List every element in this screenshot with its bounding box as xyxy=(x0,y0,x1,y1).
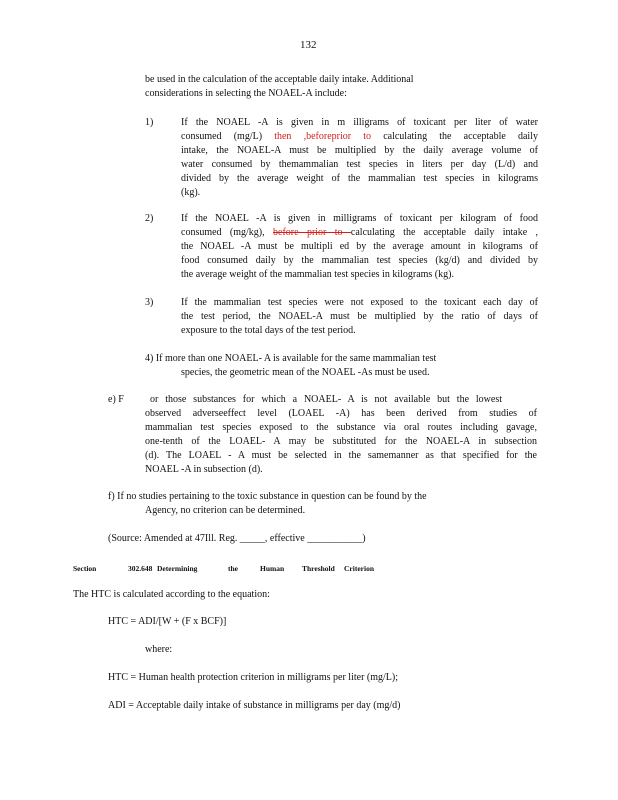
equation-intro: The HTC is calculated according to the equation: xyxy=(73,589,270,600)
item-2-line xyxy=(181,240,538,254)
text-run: divided by the average weight of the mammalian test species in kilograms xyxy=(181,173,538,184)
text-run: food consumed daily by the mammalian test species (kg/d) and divided by xyxy=(181,255,538,266)
text-run: the average weight of the mammalian test species in kilograms (kg). xyxy=(181,269,454,280)
intro-line-2: considerations in selecting the NOAEL-A include: xyxy=(145,88,347,99)
item-number: 1) xyxy=(145,117,154,128)
text-run: the NOAEL -A must be multipli ed by the average amount in kilograms of xyxy=(181,241,538,252)
edit-mark: before prior to xyxy=(273,227,351,238)
para-e-line: NOAEL -A in subsection (d). xyxy=(145,464,263,475)
item-4-line-1: 4) If more than one NOAEL- A is available for the same mammalian test xyxy=(145,353,437,364)
section-word-3: Human xyxy=(260,564,285,573)
item-1-line xyxy=(181,172,538,186)
section-word-2: the xyxy=(228,564,238,573)
text-run: consumed (mg/L) xyxy=(181,131,275,142)
text-run: If the NOAEL -A is given in milligrams of toxicant per kilogram of food xyxy=(181,213,538,224)
text-run: consumed (mg/kg), xyxy=(181,227,274,238)
source-blank-reg: _____ xyxy=(239,533,265,544)
item-1-line xyxy=(181,130,538,144)
source-blank-date: ___________ xyxy=(307,533,363,544)
item-1-line xyxy=(181,186,200,200)
section-label: Section xyxy=(73,564,97,573)
item-number: 2) xyxy=(145,213,154,224)
item-number: 3) xyxy=(145,297,154,308)
text-run: (kg). xyxy=(181,187,201,198)
item-2-line xyxy=(181,212,538,226)
source-suffix: ) xyxy=(362,533,366,544)
text-run: the test period, the NOAEL-A must be multiplied by the ratio of days of xyxy=(181,311,538,322)
where-label: where: xyxy=(145,644,173,655)
definition-adi: ADI = Acceptable daily intake of substance in milligrams per day (mg/d) xyxy=(108,700,401,711)
section-word-5: Criterion xyxy=(344,564,374,573)
item-3-line xyxy=(181,310,538,324)
item-1-line xyxy=(181,144,538,158)
source-mid: , effective xyxy=(264,533,305,544)
item-3-line xyxy=(181,296,538,310)
item-4-line-2: species, the geometric mean of the NOAEL -As must be used. xyxy=(181,367,430,378)
text-run: If the mammalian test species were not exposed to the toxicant each day of xyxy=(181,297,538,308)
section-number: 302.648 xyxy=(128,564,153,573)
para-e-line: mammalian test species exposed to the substance via oral routes including gavage, xyxy=(145,422,537,433)
source-prefix: (Source: Amended at 47Ill. Reg. xyxy=(108,533,238,544)
item-2-line xyxy=(181,254,538,268)
text-run: calculating the acceptable daily intake , xyxy=(350,227,539,238)
text-run: If the NOAEL -A is given in m illigrams of toxicant per liter of water xyxy=(181,117,538,128)
equation: HTC = ADI/[W + (F x BCF)] xyxy=(108,616,227,627)
text-run: water consumed by themammalian test species in liters per day (L/d) and xyxy=(181,159,538,170)
text-run: exposure to the total days of the test period. xyxy=(181,325,356,336)
para-e-label: e) F xyxy=(108,394,124,405)
para-e-line: (d). The LOAEL - A must be selected in the samemanner as that specified for the xyxy=(145,450,537,461)
section-word-1: Determining xyxy=(157,564,198,573)
text-run: calculating the acceptable daily xyxy=(371,131,538,142)
para-f-line-1: f) If no studies pertaining to the toxic substance in question can be found by the xyxy=(108,491,427,502)
intro-line-1: be used in the calculation of the acceptable daily intake. Additional xyxy=(145,74,414,85)
section-word-4: Threshold xyxy=(302,564,335,573)
item-2-line xyxy=(181,226,538,240)
edit-mark: then ,beforeprior to xyxy=(274,131,372,142)
page-number: 132 xyxy=(300,39,317,51)
para-e-line: one-tenth of the LOAEL- A may be substituted for the NOAEL-A in subsection xyxy=(145,436,537,447)
item-1-line xyxy=(181,158,538,172)
text-run: intake, the NOAEL-A must be multiplied by the daily average volume of xyxy=(181,145,538,156)
para-f-line-2: Agency, no criterion can be determined. xyxy=(145,505,306,516)
item-3-line xyxy=(181,324,356,338)
para-e-line: observed adverseeffect level (LOAEL -A) has been derived from studies of xyxy=(145,408,537,419)
source-note xyxy=(108,532,366,546)
item-1-line xyxy=(181,116,538,130)
item-2-line xyxy=(181,268,454,282)
para-e-line-1: or those substances for which a NOAEL- A is not available but the lowest xyxy=(150,394,502,405)
definition-htc: HTC = Human health protection criterion in milligrams per liter (mg/L); xyxy=(108,672,399,683)
